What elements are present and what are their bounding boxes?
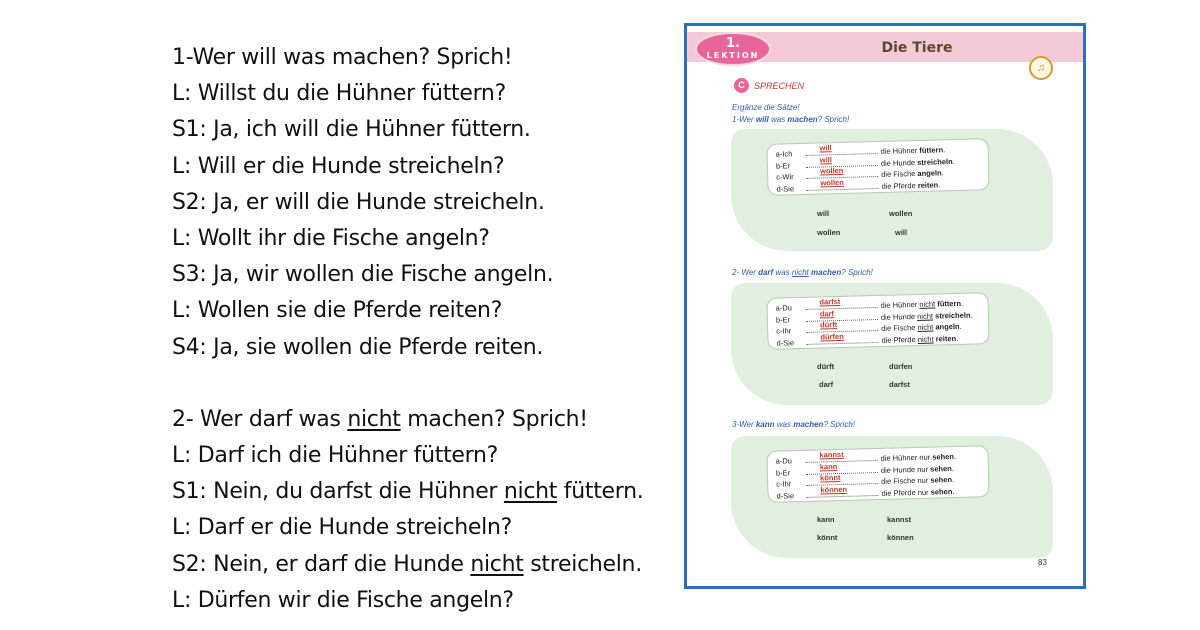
option-word: dürfen (889, 362, 913, 371)
lesson-badge (695, 32, 771, 66)
part1-line: S4: Ja, sie wollen die Pferde reiten. (172, 334, 544, 360)
answer: wollen (819, 165, 844, 176)
book-page (684, 23, 1086, 589)
option-word: können (887, 533, 914, 542)
exercise-row: a-Du darfst die Hühner nicht füttern. (775, 296, 964, 313)
exercise-row: a-Ich will die Hühner füttern. (775, 143, 946, 159)
answer: dürft (819, 320, 838, 330)
part2-line: S2: Nein, er darf die Hunde nicht streicheln. (172, 551, 642, 577)
answer: könnt (819, 472, 841, 483)
section-title: SPRECHEN (754, 80, 805, 91)
part1-line: L: Wollt ihr die Fische angeln? (172, 226, 490, 252)
answer: wollen (820, 177, 844, 188)
part1-heading: 1-Wer will was machen? Sprich! (172, 45, 513, 70)
answer: will (819, 143, 832, 153)
answer: kannst (819, 449, 844, 460)
exercise-row: d-Sie können die Pferde nur sehen. (776, 484, 955, 501)
option-word: könnt (817, 533, 838, 542)
section-letter: C (734, 78, 749, 93)
part1-line: S3: Ja, wir wollen die Fische angeln. (172, 262, 554, 288)
page-title: Die Tiere (881, 40, 953, 56)
page-number: 83 (1038, 558, 1047, 567)
part2-line: L: Dürfen wir die Fische angeln? (172, 587, 514, 613)
exercise-row: a-Du kannst die Hühner nur sehen. (775, 449, 957, 466)
exercise-row: b-Er darf die Hunde nicht streicheln. (775, 308, 973, 325)
exercise-row: c-Ihr dürft die Fische nicht angeln. (776, 320, 962, 336)
instruction: Ergänze die Sätze! (732, 103, 800, 112)
option-word: darf (819, 380, 834, 389)
exercise-3-question: 3-Wer kann was machen? Sprich! (732, 420, 856, 429)
answer: will (819, 154, 832, 165)
exercise-3-box (731, 436, 1053, 558)
exercise-row: b-Er will die Hunde streicheln. (775, 154, 955, 171)
part2-line: L: Darf er die Hunde streicheln? (172, 515, 512, 541)
exercise-2-card (766, 292, 989, 350)
part1-line: L: Will er die Hunde streicheln? (172, 153, 505, 179)
part1-line: S2: Ja, er will die Hunde streicheln. (172, 189, 545, 215)
exercise-1-question: 1-Wer will was machen? Sprich! (732, 115, 850, 124)
audio-icon[interactable]: ♫ (1029, 56, 1053, 80)
option-word: kannst (887, 515, 912, 524)
option-word: dürft (817, 362, 835, 371)
option-word: wollen (817, 228, 841, 237)
option-word: kann (817, 515, 835, 524)
exercise-row: d-Sie dürfen die Pferde nicht reiten. (776, 331, 959, 348)
exercise-row: d-Sie wollen die Pferde reiten. (776, 177, 941, 194)
part2-line: S1: Nein, du darfst die Hühner nicht füttern. (172, 479, 644, 505)
exercise-3-card (766, 445, 989, 503)
answer: können (820, 484, 848, 495)
exercise-2-question: 2- Wer darf was nicht machen? Sprich! (732, 268, 873, 277)
spacer (172, 366, 677, 402)
answer: dürfen (820, 331, 844, 342)
part1-line: S1: Ja, ich will die Hühner füttern. (172, 117, 531, 143)
part2-heading: 2- Wer darf was nicht machen? Sprich! (172, 406, 588, 432)
exercise-row: c-Ihr könnt die Fische nur sehen. (776, 472, 955, 489)
part1-line: L: Wollen sie die Pferde reiten? (172, 298, 503, 324)
answer: darf (819, 308, 835, 319)
section-heading (734, 77, 804, 93)
lesson-number: 1. (726, 36, 740, 51)
option-word: will (895, 228, 908, 237)
option-word: will (817, 209, 830, 218)
exercise-1-box (731, 129, 1053, 251)
dialogue-text (172, 40, 677, 630)
option-word: darfst (889, 380, 910, 389)
lesson-label: LEKTION (706, 51, 760, 60)
part1-line: L: Willst du die Hühner füttern? (172, 81, 506, 107)
exercise-1-card (766, 138, 989, 196)
answer: kann (819, 461, 838, 472)
exercise-row: b-Er kann die Hunde nur sehen. (775, 461, 954, 478)
exercise-row: c-Wir wollen die Fische angeln. (776, 165, 944, 182)
part2-line: L: Darf ich die Hühner füttern? (172, 443, 499, 469)
option-word: wollen (889, 209, 913, 218)
exercise-2-box (731, 283, 1053, 405)
answer: darfst (819, 296, 841, 307)
